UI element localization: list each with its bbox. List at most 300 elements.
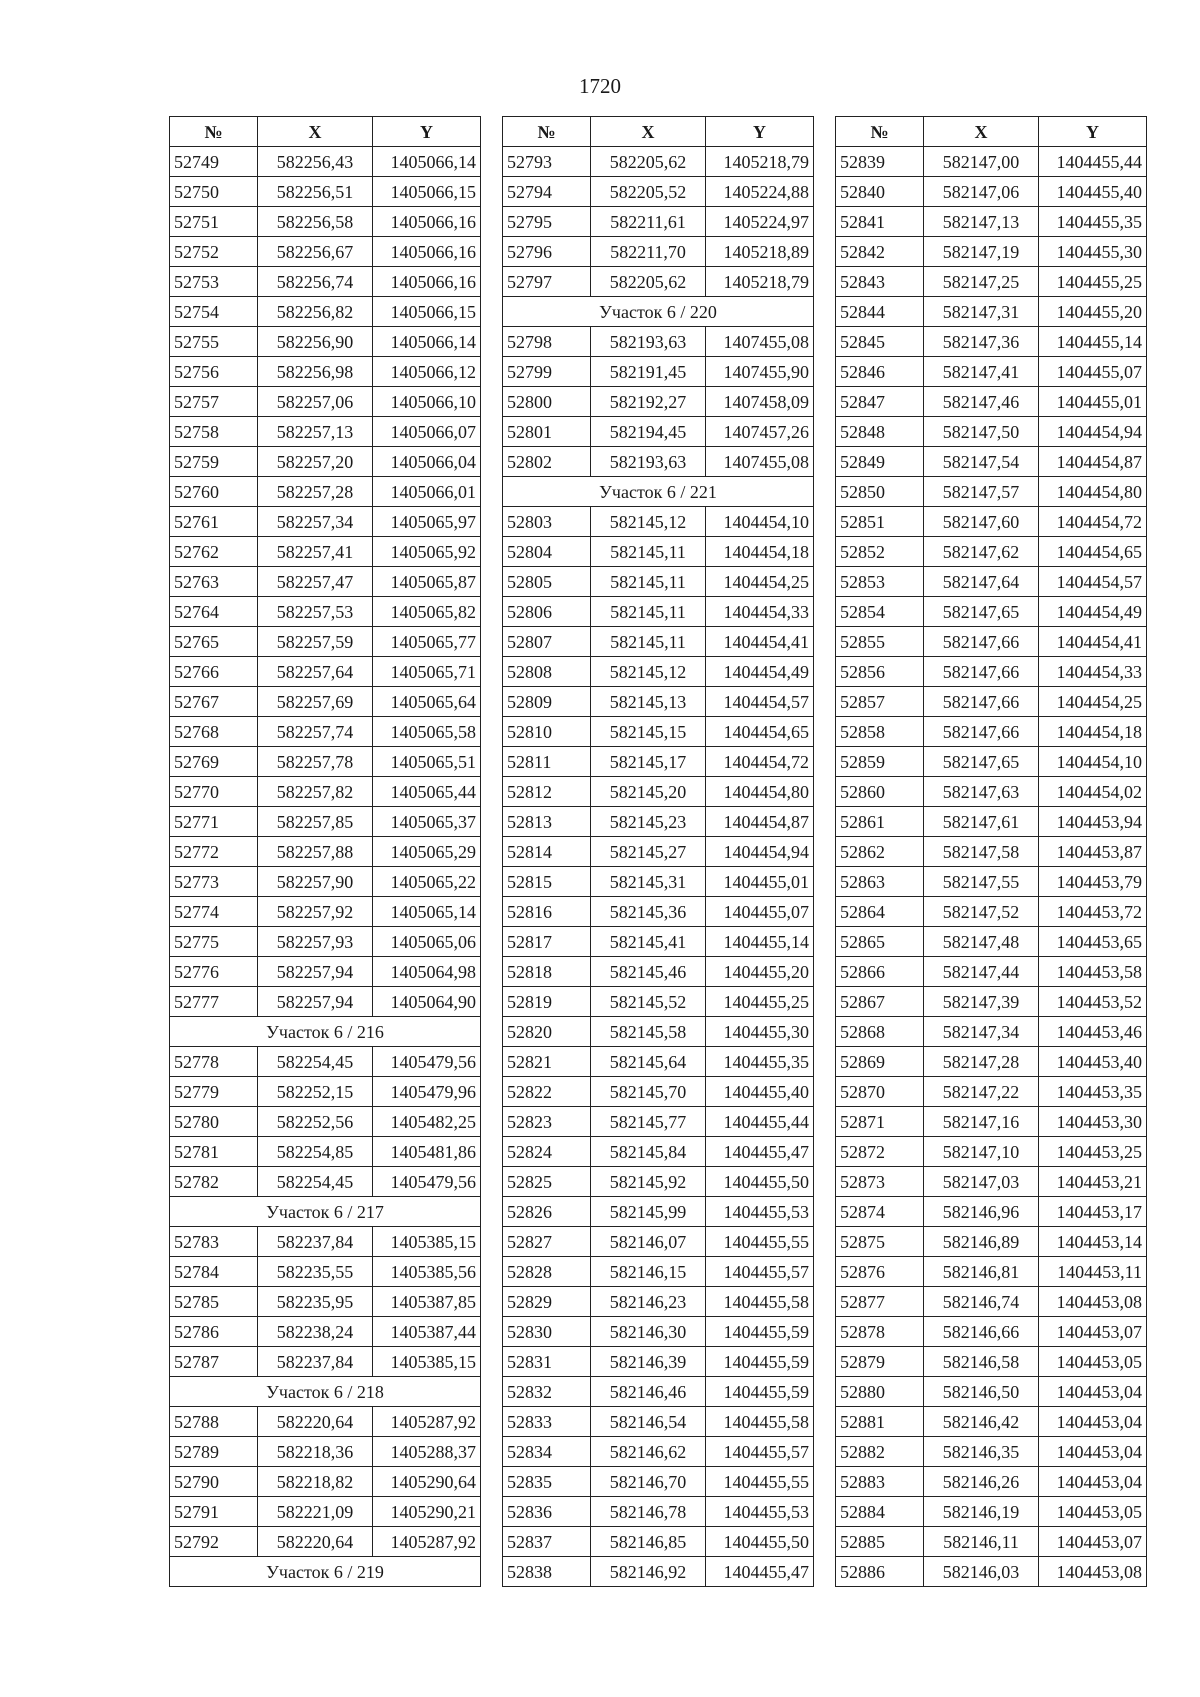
header-number: № — [503, 117, 591, 147]
point-number-cell: 52877 — [836, 1287, 924, 1317]
point-number-cell: 52870 — [836, 1077, 924, 1107]
table-row — [836, 417, 1147, 447]
table-row — [170, 537, 481, 567]
y-coordinate-cell: 1405066,12 — [373, 357, 481, 387]
table-row — [836, 1467, 1147, 1497]
y-coordinate-cell: 1405065,71 — [373, 657, 481, 687]
x-coordinate-cell: 582147,10 — [924, 1137, 1039, 1167]
x-coordinate-cell: 582147,63 — [924, 777, 1039, 807]
point-number-cell: 52849 — [836, 447, 924, 477]
x-coordinate-cell: 582147,52 — [924, 897, 1039, 927]
table-row — [170, 267, 481, 297]
y-coordinate-cell: 1405066,04 — [373, 447, 481, 477]
point-number-cell: 52841 — [836, 207, 924, 237]
table-row — [503, 1077, 814, 1107]
point-number-cell: 52762 — [170, 537, 258, 567]
x-coordinate-cell: 582235,55 — [258, 1257, 373, 1287]
point-number-cell: 52883 — [836, 1467, 924, 1497]
table-row — [170, 1497, 481, 1527]
point-number-cell: 52757 — [170, 387, 258, 417]
table-row — [503, 1107, 814, 1137]
point-number-cell: 52768 — [170, 717, 258, 747]
y-coordinate-cell: 1405065,92 — [373, 537, 481, 567]
point-number-cell: 52856 — [836, 657, 924, 687]
table-row — [503, 1047, 814, 1077]
point-number-cell: 52774 — [170, 897, 258, 927]
x-coordinate-cell: 582146,30 — [591, 1317, 706, 1347]
x-coordinate-cell: 582256,67 — [258, 237, 373, 267]
x-coordinate-cell: 582145,20 — [591, 777, 706, 807]
point-number-cell: 52759 — [170, 447, 258, 477]
point-number-cell: 52868 — [836, 1017, 924, 1047]
x-coordinate-cell: 582191,45 — [591, 357, 706, 387]
table-row — [503, 597, 814, 627]
table-row — [170, 657, 481, 687]
point-number-cell: 52840 — [836, 177, 924, 207]
point-number-cell: 52816 — [503, 897, 591, 927]
table-row — [836, 477, 1147, 507]
point-number-cell: 52785 — [170, 1287, 258, 1317]
table-row — [836, 1407, 1147, 1437]
point-number-cell: 52862 — [836, 837, 924, 867]
x-coordinate-cell: 582257,41 — [258, 537, 373, 567]
x-coordinate-cell: 582145,23 — [591, 807, 706, 837]
y-coordinate-cell: 1404455,35 — [1039, 207, 1147, 237]
y-coordinate-cell: 1404453,04 — [1039, 1407, 1147, 1437]
y-coordinate-cell: 1404453,94 — [1039, 807, 1147, 837]
y-coordinate-cell: 1405218,79 — [706, 267, 814, 297]
table-row — [503, 567, 814, 597]
x-coordinate-cell: 582145,99 — [591, 1197, 706, 1227]
table-row — [503, 747, 814, 777]
y-coordinate-cell: 1404453,04 — [1039, 1467, 1147, 1497]
x-coordinate-cell: 582146,15 — [591, 1257, 706, 1287]
coordinate-table-2 — [502, 116, 814, 1587]
y-coordinate-cell: 1404455,40 — [706, 1077, 814, 1107]
x-coordinate-cell: 582147,03 — [924, 1167, 1039, 1197]
table-row — [170, 837, 481, 867]
table-row — [170, 777, 481, 807]
point-number-cell: 52871 — [836, 1107, 924, 1137]
y-coordinate-cell: 1404453,14 — [1039, 1227, 1147, 1257]
x-coordinate-cell: 582205,52 — [591, 177, 706, 207]
y-coordinate-cell: 1404455,44 — [706, 1107, 814, 1137]
y-coordinate-cell: 1404454,49 — [1039, 597, 1147, 627]
table-row — [836, 177, 1147, 207]
y-coordinate-cell: 1404454,87 — [1039, 447, 1147, 477]
point-number-cell: 52863 — [836, 867, 924, 897]
x-coordinate-cell: 582211,61 — [591, 207, 706, 237]
point-number-cell: 52817 — [503, 927, 591, 957]
table-row — [503, 147, 814, 177]
x-coordinate-cell: 582146,07 — [591, 1227, 706, 1257]
point-number-cell: 52810 — [503, 717, 591, 747]
x-coordinate-cell: 582257,53 — [258, 597, 373, 627]
x-coordinate-cell: 582145,58 — [591, 1017, 706, 1047]
point-number-cell: 52775 — [170, 927, 258, 957]
y-coordinate-cell: 1405218,79 — [706, 147, 814, 177]
table-row — [170, 1437, 481, 1467]
x-coordinate-cell: 582220,64 — [258, 1407, 373, 1437]
table-row — [503, 1347, 814, 1377]
x-coordinate-cell: 582145,92 — [591, 1167, 706, 1197]
point-number-cell: 52875 — [836, 1227, 924, 1257]
x-coordinate-cell: 582145,31 — [591, 867, 706, 897]
y-coordinate-cell: 1405479,56 — [373, 1047, 481, 1077]
y-coordinate-cell: 1405218,89 — [706, 237, 814, 267]
table-row — [836, 1047, 1147, 1077]
x-coordinate-cell: 582146,26 — [924, 1467, 1039, 1497]
y-coordinate-cell: 1404453,79 — [1039, 867, 1147, 897]
table-row — [503, 267, 814, 297]
header-y: Y — [373, 117, 481, 147]
x-coordinate-cell: 582145,11 — [591, 537, 706, 567]
y-coordinate-cell: 1405385,56 — [373, 1257, 481, 1287]
x-coordinate-cell: 582145,11 — [591, 627, 706, 657]
table-row — [503, 657, 814, 687]
table-row — [836, 1257, 1147, 1287]
y-coordinate-cell: 1405479,96 — [373, 1077, 481, 1107]
point-number-cell: 52873 — [836, 1167, 924, 1197]
x-coordinate-cell: 582146,19 — [924, 1497, 1039, 1527]
x-coordinate-cell: 582147,41 — [924, 357, 1039, 387]
y-coordinate-cell: 1404454,10 — [706, 507, 814, 537]
table-row — [503, 387, 814, 417]
table-row — [836, 717, 1147, 747]
table-row — [170, 1287, 481, 1317]
x-coordinate-cell: 582147,28 — [924, 1047, 1039, 1077]
section-label: Участок 6 / 219 — [170, 1557, 481, 1587]
point-number-cell: 52807 — [503, 627, 591, 657]
y-coordinate-cell: 1404453,46 — [1039, 1017, 1147, 1047]
y-coordinate-cell: 1404455,57 — [706, 1257, 814, 1287]
point-number-cell: 52791 — [170, 1497, 258, 1527]
x-coordinate-cell: 582146,39 — [591, 1347, 706, 1377]
point-number-cell: 52787 — [170, 1347, 258, 1377]
y-coordinate-cell: 1405387,44 — [373, 1317, 481, 1347]
y-coordinate-cell: 1405065,51 — [373, 747, 481, 777]
x-coordinate-cell: 582257,59 — [258, 627, 373, 657]
table-row — [170, 897, 481, 927]
x-coordinate-cell: 582257,88 — [258, 837, 373, 867]
point-number-cell: 52751 — [170, 207, 258, 237]
point-number-cell: 52881 — [836, 1407, 924, 1437]
table-body — [170, 147, 481, 1587]
table-row — [170, 507, 481, 537]
x-coordinate-cell: 582237,84 — [258, 1227, 373, 1257]
y-coordinate-cell: 1404454,80 — [1039, 477, 1147, 507]
point-number-cell: 52837 — [503, 1527, 591, 1557]
y-coordinate-cell: 1404455,58 — [706, 1287, 814, 1317]
y-coordinate-cell: 1404455,20 — [706, 957, 814, 987]
y-coordinate-cell: 1405385,15 — [373, 1227, 481, 1257]
table-row — [836, 297, 1147, 327]
y-coordinate-cell: 1404453,08 — [1039, 1557, 1147, 1587]
y-coordinate-cell: 1405290,21 — [373, 1497, 481, 1527]
point-number-cell: 52797 — [503, 267, 591, 297]
x-coordinate-cell: 582257,85 — [258, 807, 373, 837]
table-row — [503, 1557, 814, 1587]
table-row — [836, 777, 1147, 807]
y-coordinate-cell: 1404455,55 — [706, 1467, 814, 1497]
point-number-cell: 52848 — [836, 417, 924, 447]
x-coordinate-cell: 582205,62 — [591, 147, 706, 177]
table-row — [170, 1227, 481, 1257]
y-coordinate-cell: 1405387,85 — [373, 1287, 481, 1317]
table-row — [170, 1467, 481, 1497]
y-coordinate-cell: 1404455,01 — [1039, 387, 1147, 417]
point-number-cell: 52750 — [170, 177, 258, 207]
point-number-cell: 52874 — [836, 1197, 924, 1227]
x-coordinate-cell: 582147,22 — [924, 1077, 1039, 1107]
x-coordinate-cell: 582147,36 — [924, 327, 1039, 357]
table-row — [836, 957, 1147, 987]
x-coordinate-cell: 582211,70 — [591, 237, 706, 267]
point-number-cell: 52822 — [503, 1077, 591, 1107]
x-coordinate-cell: 582257,92 — [258, 897, 373, 927]
y-coordinate-cell: 1407455,08 — [706, 327, 814, 357]
table-row — [503, 807, 814, 837]
table-row — [170, 1167, 481, 1197]
x-coordinate-cell: 582257,93 — [258, 927, 373, 957]
y-coordinate-cell: 1404454,41 — [706, 627, 814, 657]
x-coordinate-cell: 582146,46 — [591, 1377, 706, 1407]
y-coordinate-cell: 1405224,97 — [706, 207, 814, 237]
point-number-cell: 52792 — [170, 1527, 258, 1557]
header-x: X — [924, 117, 1039, 147]
y-coordinate-cell: 1404454,94 — [1039, 417, 1147, 447]
point-number-cell: 52793 — [503, 147, 591, 177]
point-number-cell: 52879 — [836, 1347, 924, 1377]
x-coordinate-cell: 582147,65 — [924, 747, 1039, 777]
point-number-cell: 52761 — [170, 507, 258, 537]
table-row — [503, 357, 814, 387]
x-coordinate-cell: 582193,63 — [591, 447, 706, 477]
x-coordinate-cell: 582256,43 — [258, 147, 373, 177]
table-row — [503, 1017, 814, 1047]
table-row — [170, 207, 481, 237]
x-coordinate-cell: 582145,17 — [591, 747, 706, 777]
table-row — [836, 837, 1147, 867]
table-row — [836, 1137, 1147, 1167]
point-number-cell: 52771 — [170, 807, 258, 837]
x-coordinate-cell: 582145,46 — [591, 957, 706, 987]
table-row — [170, 147, 481, 177]
x-coordinate-cell: 582256,74 — [258, 267, 373, 297]
point-number-cell: 52818 — [503, 957, 591, 987]
table-row — [170, 1527, 481, 1557]
y-coordinate-cell: 1404453,58 — [1039, 957, 1147, 987]
table-row — [836, 447, 1147, 477]
y-coordinate-cell: 1405066,16 — [373, 237, 481, 267]
y-coordinate-cell: 1405065,37 — [373, 807, 481, 837]
x-coordinate-cell: 582146,42 — [924, 1407, 1039, 1437]
y-coordinate-cell: 1405066,07 — [373, 417, 481, 447]
x-coordinate-cell: 582147,44 — [924, 957, 1039, 987]
y-coordinate-cell: 1404453,17 — [1039, 1197, 1147, 1227]
x-coordinate-cell: 582252,15 — [258, 1077, 373, 1107]
header-number: № — [836, 117, 924, 147]
table-row — [836, 927, 1147, 957]
x-coordinate-cell: 582257,20 — [258, 447, 373, 477]
y-coordinate-cell: 1407457,26 — [706, 417, 814, 447]
coordinate-table-1 — [169, 116, 481, 1587]
y-coordinate-cell: 1405066,16 — [373, 207, 481, 237]
table-row — [503, 1167, 814, 1197]
y-coordinate-cell: 1405065,29 — [373, 837, 481, 867]
table-row — [170, 417, 481, 447]
y-coordinate-cell: 1405479,56 — [373, 1167, 481, 1197]
table-row — [836, 1557, 1147, 1587]
coordinate-table-3 — [835, 116, 1147, 1587]
y-coordinate-cell: 1404453,25 — [1039, 1137, 1147, 1167]
point-number-cell: 52828 — [503, 1257, 591, 1287]
table-row — [170, 297, 481, 327]
point-number-cell: 52756 — [170, 357, 258, 387]
x-coordinate-cell: 582146,92 — [591, 1557, 706, 1587]
table-row — [836, 1017, 1147, 1047]
table-row — [503, 987, 814, 1017]
table-row — [170, 807, 481, 837]
y-coordinate-cell: 1405066,15 — [373, 297, 481, 327]
point-number-cell: 52859 — [836, 747, 924, 777]
point-number-cell: 52801 — [503, 417, 591, 447]
y-coordinate-cell: 1404454,33 — [706, 597, 814, 627]
table-row — [170, 867, 481, 897]
point-number-cell: 52814 — [503, 837, 591, 867]
table-row — [836, 357, 1147, 387]
point-number-cell: 52776 — [170, 957, 258, 987]
x-coordinate-cell: 582256,51 — [258, 177, 373, 207]
point-number-cell: 52830 — [503, 1317, 591, 1347]
x-coordinate-cell: 582146,62 — [591, 1437, 706, 1467]
x-coordinate-cell: 582145,84 — [591, 1137, 706, 1167]
table-row — [836, 237, 1147, 267]
x-coordinate-cell: 582146,54 — [591, 1407, 706, 1437]
point-number-cell: 52866 — [836, 957, 924, 987]
table-row — [836, 1107, 1147, 1137]
y-coordinate-cell: 1404454,18 — [706, 537, 814, 567]
x-coordinate-cell: 582145,70 — [591, 1077, 706, 1107]
table-row — [836, 327, 1147, 357]
point-number-cell: 52749 — [170, 147, 258, 177]
point-number-cell: 52782 — [170, 1167, 258, 1197]
point-number-cell: 52781 — [170, 1137, 258, 1167]
y-coordinate-cell: 1404455,14 — [706, 927, 814, 957]
point-number-cell: 52835 — [503, 1467, 591, 1497]
table-row — [503, 1407, 814, 1437]
point-number-cell: 52758 — [170, 417, 258, 447]
table-row — [503, 1137, 814, 1167]
y-coordinate-cell: 1405482,25 — [373, 1107, 481, 1137]
y-coordinate-cell: 1405481,86 — [373, 1137, 481, 1167]
table-header-row — [503, 117, 814, 147]
point-number-cell: 52767 — [170, 687, 258, 717]
y-coordinate-cell: 1404453,30 — [1039, 1107, 1147, 1137]
x-coordinate-cell: 582147,66 — [924, 657, 1039, 687]
x-coordinate-cell: 582218,82 — [258, 1467, 373, 1497]
y-coordinate-cell: 1405065,22 — [373, 867, 481, 897]
x-coordinate-cell: 582147,65 — [924, 597, 1039, 627]
x-coordinate-cell: 582257,06 — [258, 387, 373, 417]
y-coordinate-cell: 1404453,40 — [1039, 1047, 1147, 1077]
y-coordinate-cell: 1404453,04 — [1039, 1377, 1147, 1407]
x-coordinate-cell: 582254,45 — [258, 1047, 373, 1077]
y-coordinate-cell: 1405065,77 — [373, 627, 481, 657]
y-coordinate-cell: 1405064,98 — [373, 957, 481, 987]
y-coordinate-cell: 1404455,07 — [1039, 357, 1147, 387]
table-row — [503, 327, 814, 357]
point-number-cell: 52778 — [170, 1047, 258, 1077]
y-coordinate-cell: 1405287,92 — [373, 1407, 481, 1437]
x-coordinate-cell: 582257,34 — [258, 507, 373, 537]
table-row — [503, 1317, 814, 1347]
section-label: Участок 6 / 221 — [503, 477, 814, 507]
x-coordinate-cell: 582257,47 — [258, 567, 373, 597]
point-number-cell: 52838 — [503, 1557, 591, 1587]
table-row — [503, 1497, 814, 1527]
table-row — [836, 1197, 1147, 1227]
table-row — [503, 1437, 814, 1467]
x-coordinate-cell: 582146,89 — [924, 1227, 1039, 1257]
y-coordinate-cell: 1404453,87 — [1039, 837, 1147, 867]
x-coordinate-cell: 582147,16 — [924, 1107, 1039, 1137]
point-number-cell: 52836 — [503, 1497, 591, 1527]
point-number-cell: 52804 — [503, 537, 591, 567]
x-coordinate-cell: 582256,90 — [258, 327, 373, 357]
x-coordinate-cell: 582145,13 — [591, 687, 706, 717]
y-coordinate-cell: 1407458,09 — [706, 387, 814, 417]
table-row — [503, 1287, 814, 1317]
table-row — [503, 1197, 814, 1227]
table-row — [503, 1227, 814, 1257]
y-coordinate-cell: 1405287,92 — [373, 1527, 481, 1557]
point-number-cell: 52813 — [503, 807, 591, 837]
x-coordinate-cell: 582147,66 — [924, 687, 1039, 717]
y-coordinate-cell: 1404455,20 — [1039, 297, 1147, 327]
point-number-cell: 52843 — [836, 267, 924, 297]
y-coordinate-cell: 1404455,01 — [706, 867, 814, 897]
point-number-cell: 52789 — [170, 1437, 258, 1467]
table-row — [836, 1497, 1147, 1527]
x-coordinate-cell: 582147,58 — [924, 837, 1039, 867]
y-coordinate-cell: 1404453,07 — [1039, 1317, 1147, 1347]
x-coordinate-cell: 582256,58 — [258, 207, 373, 237]
point-number-cell: 52842 — [836, 237, 924, 267]
table-row — [503, 177, 814, 207]
point-number-cell: 52800 — [503, 387, 591, 417]
point-number-cell: 52765 — [170, 627, 258, 657]
y-coordinate-cell: 1404454,80 — [706, 777, 814, 807]
table-row — [836, 1527, 1147, 1557]
y-coordinate-cell: 1404455,57 — [706, 1437, 814, 1467]
x-coordinate-cell: 582147,48 — [924, 927, 1039, 957]
header-y: Y — [1039, 117, 1147, 147]
table-row — [503, 957, 814, 987]
x-coordinate-cell: 582238,24 — [258, 1317, 373, 1347]
y-coordinate-cell: 1404454,57 — [1039, 567, 1147, 597]
point-number-cell: 52803 — [503, 507, 591, 537]
point-number-cell: 52824 — [503, 1137, 591, 1167]
table-row — [503, 417, 814, 447]
table-header-row — [170, 117, 481, 147]
point-number-cell: 52796 — [503, 237, 591, 267]
y-coordinate-cell: 1404453,08 — [1039, 1287, 1147, 1317]
point-number-cell: 52834 — [503, 1437, 591, 1467]
point-number-cell: 52770 — [170, 777, 258, 807]
table-row — [503, 777, 814, 807]
table-row — [170, 177, 481, 207]
